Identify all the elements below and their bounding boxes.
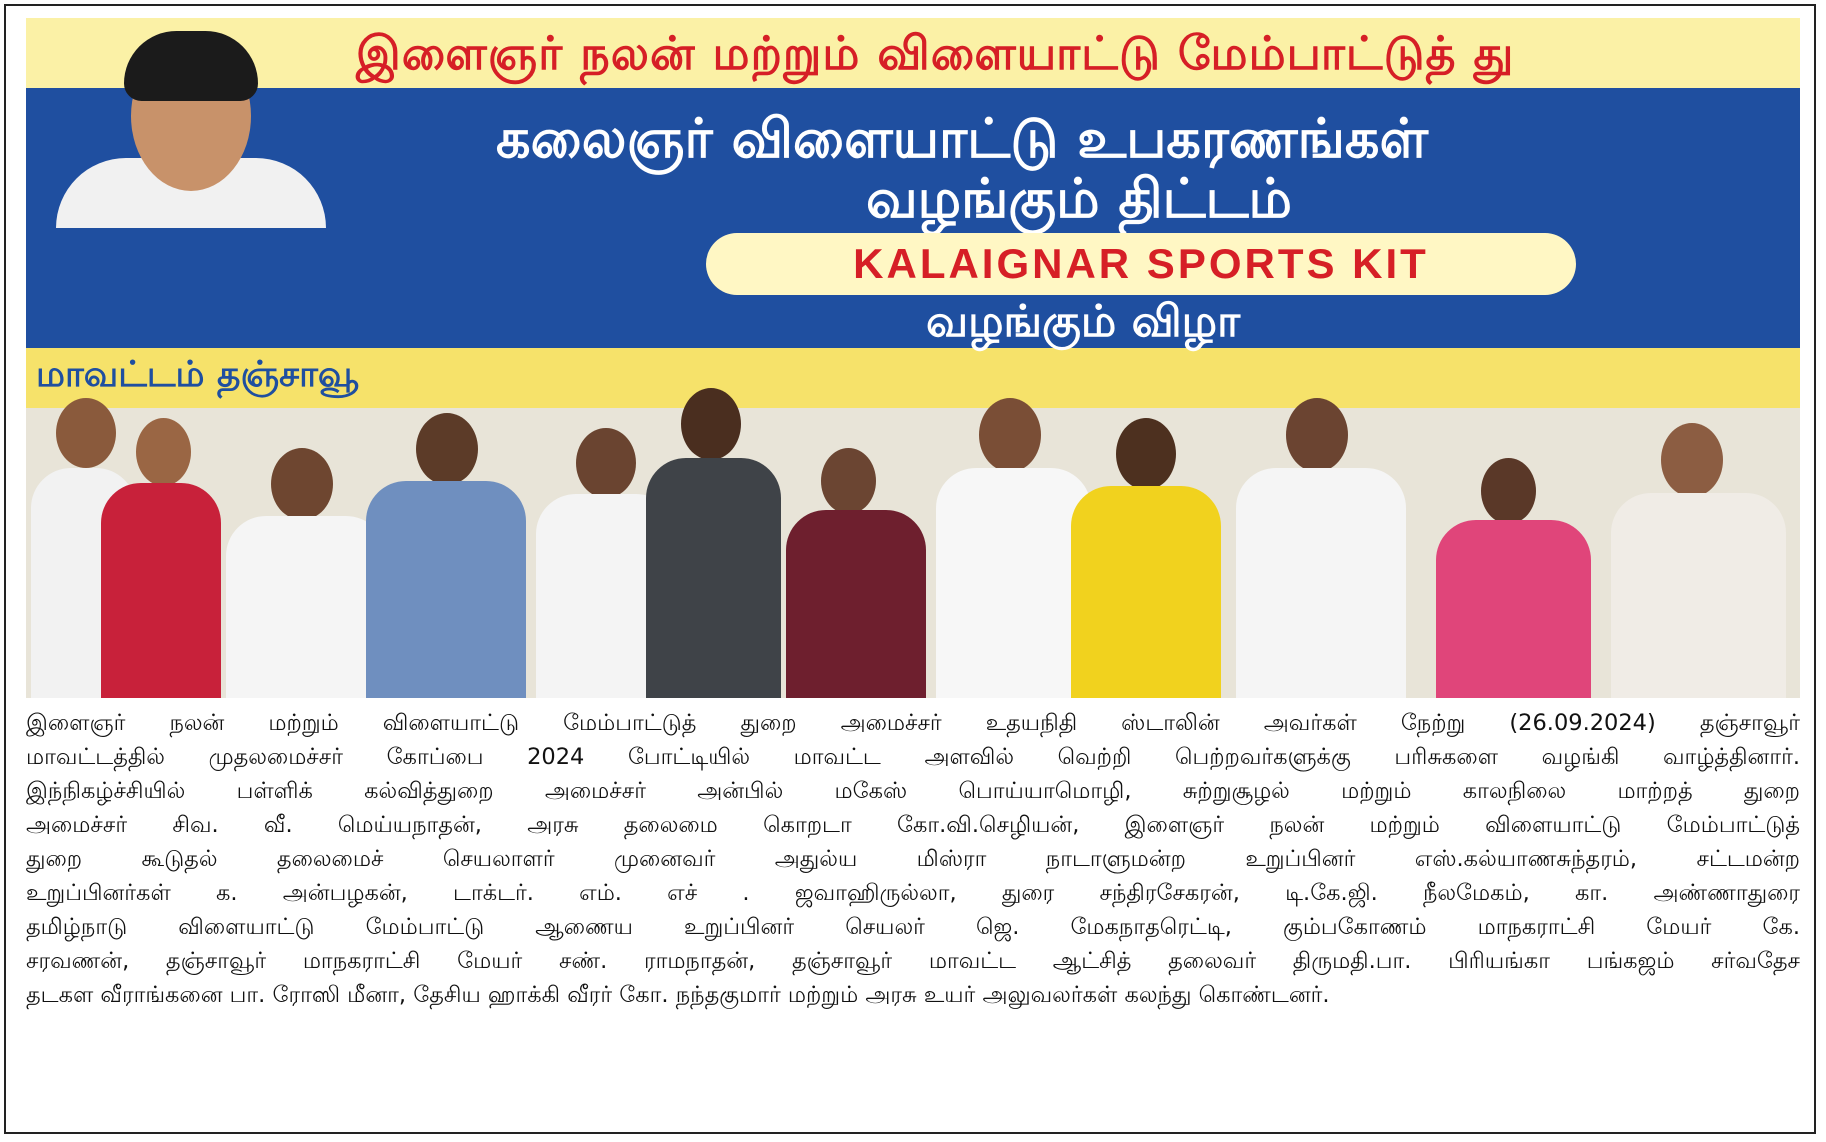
caption-line: சரவணன், தஞ்சாவூர் மாநகராட்சி மேயர் சண். ராமநாதன், தஞ்சாவூர் மாவட்ட ஆட்சித் தலைவர் திருமதி.பா. பிரியங்கா பங்கஜம் சர்வதேச bbox=[26, 948, 1800, 974]
banner-pill-text: KALAIGNAR SPORTS KIT bbox=[853, 240, 1429, 287]
caption-line: இளைஞர் நலன் மற்றும் விளையாட்டு மேம்பாட்டுத் துறை அமைச்சர் உதயநிதி ஸ்டாலின் அவர்கள் நேற்று (26.09.2024) தஞ்சாவூர் bbox=[26, 710, 1800, 736]
person-woman-red-saree bbox=[86, 418, 226, 698]
banner-partial-text: மாவட்டம் தஞ்சாவூ bbox=[36, 353, 359, 395]
caption-line: அமைச்சர் சிவ. வீ. மெய்யநாதன், அரசு தலைமை கொறடா கோ.வி.செழியன், இளைஞர் நலன் மற்றும் விளையாட்டு மேம்பாட்டுத் bbox=[26, 812, 1800, 838]
caption-line: இந்நிகழ்ச்சியில் பள்ளிக் கல்வித்துறை அமைச்சர் அன்பில் மகேஸ் பொய்யாமொழி, சுற்றுசூழல் மற்றும் காலநிலை மாற்றத் துறை bbox=[26, 778, 1800, 804]
person-medal-winner bbox=[641, 388, 781, 698]
person-white-shirt bbox=[931, 398, 1091, 698]
person bbox=[1606, 423, 1786, 698]
banner-title-line1: கலைஞர் விளையாட்டு உபகரணங்கள் bbox=[496, 106, 1429, 170]
banner-top-heading: இளைஞர் நலன் மற்றும் விளையாட்டு மேம்பாட்டுத் து bbox=[356, 26, 1515, 80]
portrait-hair bbox=[124, 31, 258, 101]
person-woman-maroon-blazer bbox=[776, 448, 926, 698]
person-yellow-tracksuit bbox=[1071, 418, 1221, 698]
person-woman-saree bbox=[1431, 458, 1591, 698]
banner-pill bbox=[706, 233, 1576, 295]
news-caption bbox=[26, 706, 1800, 1012]
person bbox=[1226, 398, 1406, 698]
banner-subtitle: வழங்கும் விழா bbox=[926, 296, 1241, 347]
people-group bbox=[26, 348, 1800, 698]
caption-line: துறை கூடுதல் தலைமைச் செயலாளர் முனைவர் அதுல்ய மிஸ்ரா நாடாளுமன்ற உறுப்பினர் எஸ்.கல்யாணசுந்தரம், சட்டமன்ற bbox=[26, 846, 1800, 872]
banner-portrait-image bbox=[36, 23, 326, 228]
caption-line: தமிழ்நாடு விளையாட்டு மேம்பாட்டு ஆணைய உறுப்பினர் செயலர் ஜெ. மேகநாதரெட்டி, கும்பகோணம் மாநகராட்சி மேயர் கே. bbox=[26, 914, 1800, 940]
person-blue-shirt bbox=[356, 413, 526, 698]
banner-title-line2: வழங்கும் திட்டம் bbox=[866, 166, 1293, 230]
event-photo bbox=[26, 18, 1800, 698]
caption-line: மாவட்டத்தில் முதலமைச்சர் கோப்பை 2024 போட்டியில் மாவட்ட அளவில் வெற்றி பெற்றவர்களுக்கு பரிசுகளை வழங்கி வாழ்த்தினார். bbox=[26, 744, 1800, 770]
caption-line: தடகள வீராங்கனை பா. ரோஸி மீனா, தேசிய ஹாக்கி வீரர் கோ. நந்தகுமார் மற்றும் அரசு உயர் அலுவலர்கள் கலந்து கொண்டனர். bbox=[26, 982, 1330, 1008]
caption-line: உறுப்பினர்கள் க. அன்பழகன், டாக்டர். எம். எச் . ஜவாஹிருல்லா, துரை சந்திரசேகரன், டி.கே.ஜி. நீலமேகம், கா. அண்ணாதுரை bbox=[26, 880, 1800, 906]
news-clipping bbox=[4, 4, 1816, 1134]
